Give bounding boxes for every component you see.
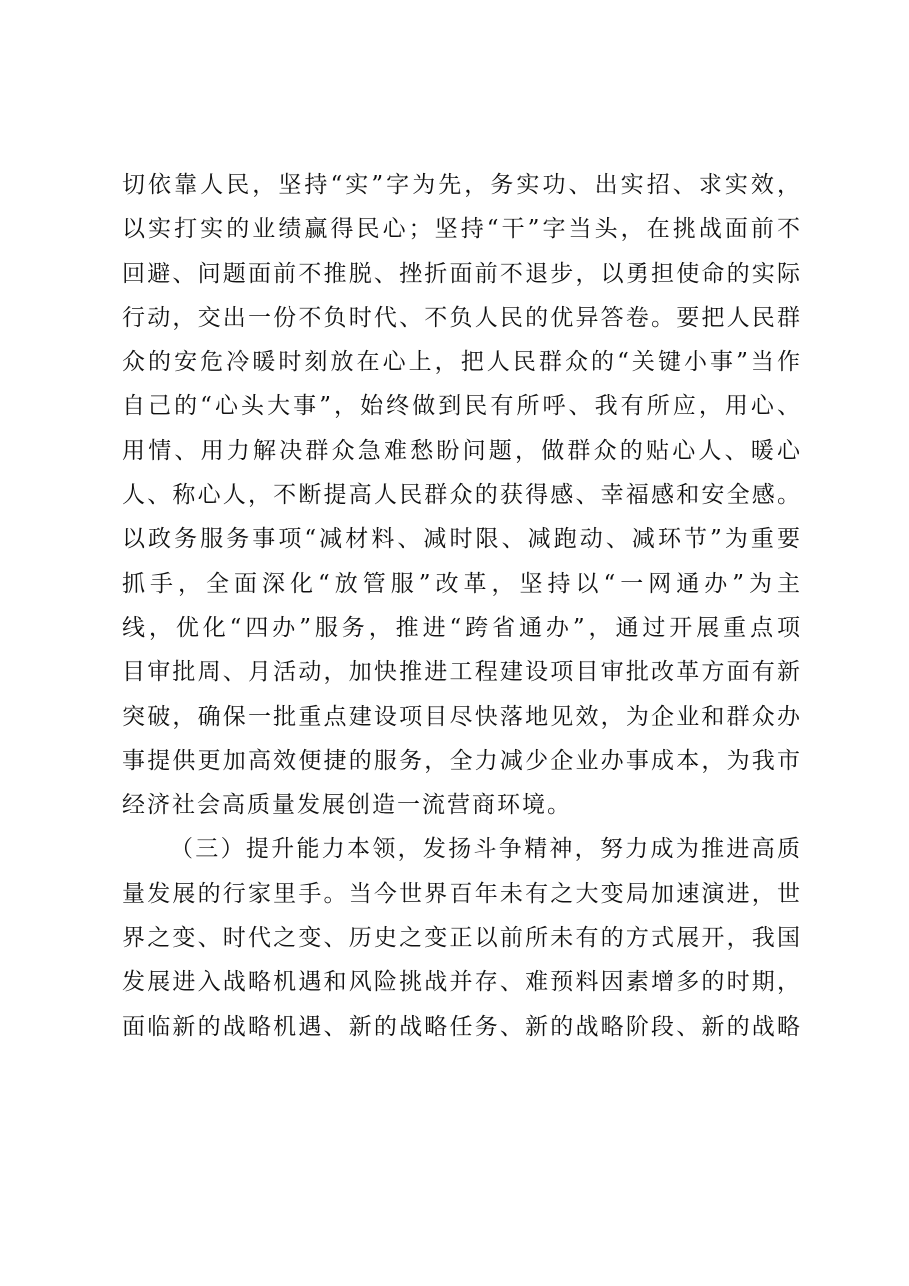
text-line: 人、称心人，不断提高人民群众的获得感、幸福感和安全感。	[122, 482, 802, 509]
text-line: 以政务服务事项“减材料、减时限、减跑动、减环节”为重要	[122, 526, 802, 553]
paragraph-end-line: 经济社会高质量发展创造一流营商环境。	[122, 792, 572, 819]
text-line: 众的安危冷暖时刻放在心上，把人民群众的“关键小事”当作	[122, 349, 802, 376]
text-line: 量发展的行家里手。当今世界百年未有之大变局加速演进，世	[122, 880, 802, 907]
text-line: 自己的“心头大事”，始终做到民有所呼、我有所应，用心、	[122, 393, 802, 420]
text-line: 抓手，全面深化“放管服”改革，坚持以“一网通办”为主	[122, 570, 802, 597]
text-line: 行动，交出一份不负时代、不负人民的优异答卷。要把人民群	[122, 304, 802, 331]
text-line: 突破，确保一批重点建设项目尽快落地见效，为企业和群众办	[122, 703, 802, 730]
text-line: 以实打实的业绩赢得民心；坚持“干”字当头，在挑战面前不	[122, 216, 802, 243]
text-line: 线，优化“四办”服务，推进“跨省通办”，通过开展重点项	[122, 614, 802, 641]
text-line: 事提供更加高效便捷的服务，全力减少企业办事成本，为我市	[122, 747, 802, 774]
body-text	[122, 163, 802, 1049]
text-line: 面临新的战略机遇、新的战略任务、新的战略阶段、新的战略	[122, 1013, 802, 1040]
section-heading-line: （三）提升能力本领，发扬斗争精神，努力成为推进高质	[170, 836, 802, 863]
text-line: 回避、问题面前不推脱、挫折面前不退步，以勇担使命的实际	[122, 260, 802, 287]
text-line: 界之变、时代之变、历史之变正以前所未有的方式展开，我国	[122, 925, 802, 952]
text-line: 发展进入战略机遇和风险挑战并存、难预料因素增多的时期，	[122, 969, 802, 996]
text-line: 用情、用力解决群众急难愁盼问题，做群众的贴心人、暖心	[122, 437, 802, 464]
text-line: 目审批周、月活动，加快推进工程建设项目审批改革方面有新	[122, 659, 802, 686]
text-line: 切依靠人民，坚持“实”字为先，务实功、出实招、求实效，	[122, 172, 802, 198]
